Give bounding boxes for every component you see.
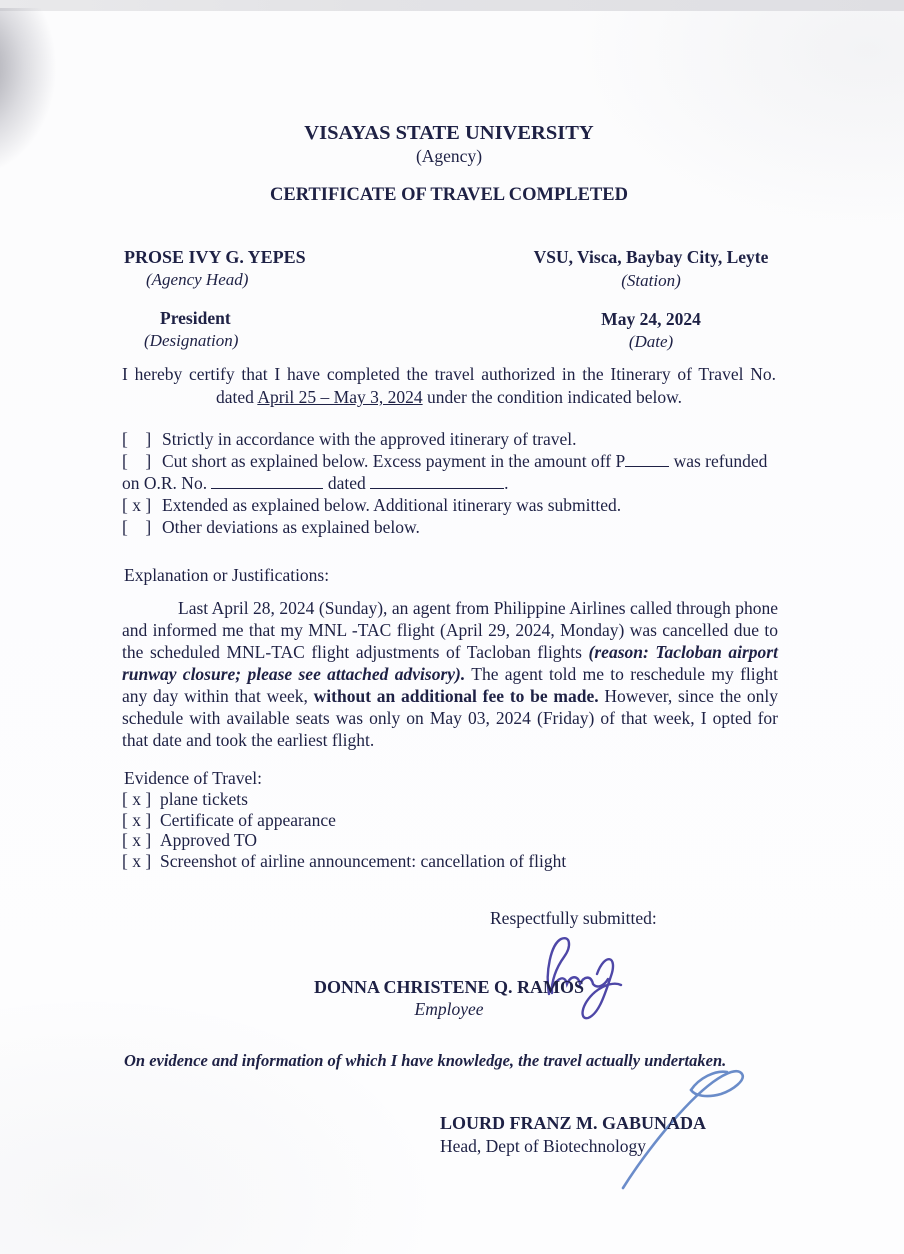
evidence-certificate-label: Certificate of appearance	[160, 809, 336, 830]
explanation-reason-bold-italic: (reason: Tacloban airport runway closure; please see attached advisory).	[122, 642, 778, 684]
university-label: (Agency)	[415, 146, 483, 166]
amount-blank-field	[625, 451, 669, 467]
certification-line2-suffix: under the condition indicated below.	[422, 387, 682, 407]
head-name: LOURD FRANZ M. GABUNADA	[440, 1113, 706, 1133]
conditions-list	[122, 428, 782, 538]
evidence-approved-to-label: Approved TO	[160, 830, 258, 850]
evidence-certificate-checkbox: [ x ]	[122, 809, 152, 830]
condition-strictly-row	[122, 428, 782, 450]
condition-cutshort-text-a: Cut short as explained below. Excess payment in the amount off P	[162, 451, 626, 471]
evidence-item-plane-tickets	[122, 789, 778, 810]
scan-edge-strip	[0, 0, 904, 11]
certification-line2-prefix: dated	[216, 387, 258, 407]
evidence-screenshot-label: Screenshot of airline announcement: cancellation of flight	[160, 850, 567, 871]
evidence-plane-tickets-checkbox: [ x ]	[122, 789, 152, 809]
explanation-run5: However, since the only schedule with available seats was only on May 03, 2024 (Friday) of that week, I opted for that date and took the earliest flight.	[122, 686, 778, 750]
document-title: CERTIFICATE OF TRAVEL COMPLETED	[270, 185, 628, 205]
explanation-heading: Explanation or Justifications:	[124, 565, 330, 585]
evidence-heading: Evidence of Travel:	[124, 768, 263, 788]
designation-label: (Designation)	[144, 331, 239, 350]
evidence-item-certificate	[122, 810, 778, 831]
agency-head-label: (Agency Head)	[146, 270, 249, 289]
condition-strictly-text: Strictly in accordance with the approved itinerary of travel.	[162, 429, 577, 449]
certification-line2	[122, 386, 776, 408]
condition-cutshort-row	[122, 450, 782, 472]
or-number-blank-field	[211, 473, 323, 489]
condition-strictly-checkbox: [ ]	[122, 429, 152, 449]
head-title: Head, Dept of Biotechnology	[440, 1136, 647, 1156]
condition-extended-row	[122, 494, 782, 516]
or-period: .	[504, 473, 509, 493]
evidence-plane-tickets-label: plane tickets	[160, 789, 248, 809]
condition-other-checkbox: [ ]	[122, 517, 152, 537]
date-label: (Date)	[628, 332, 674, 351]
condition-cutshort-continuation	[122, 472, 782, 494]
employee-title: Employee	[414, 999, 484, 1019]
condition-other-text: Other deviations as explained below.	[162, 517, 420, 537]
condition-cutshort-checkbox: [ ]	[122, 451, 152, 471]
agency-head-name: PROSE IVY G. YEPES	[124, 247, 306, 267]
designation-value: President	[160, 308, 231, 328]
condition-extended-checkbox: [ x ]	[122, 495, 152, 515]
or-dated-label: dated	[323, 473, 371, 493]
or-date-blank-field	[370, 473, 504, 489]
condition-other-row	[122, 516, 782, 538]
respectfully-submitted-label: Respectfully submitted:	[490, 908, 657, 928]
certification-travel-dates: April 25 – May 3, 2024	[257, 387, 423, 407]
university-name: VISAYAS STATE UNIVERSITY	[304, 122, 594, 144]
or-number-label: on O.R. No.	[122, 473, 212, 493]
evidence-list	[122, 789, 778, 871]
attestation-statement: On evidence and information of which I have knowledge, the travel actually undertaken.	[124, 1051, 727, 1070]
evidence-approved-to-checkbox: [ x ]	[122, 830, 152, 850]
certification-line1: I hereby certify that I have completed the travel authorized in the Itinerary of Travel No.	[122, 364, 776, 384]
date-value: May 24, 2024	[601, 309, 701, 329]
explanation-paragraph	[122, 597, 778, 751]
explanation-run3: The agent told me to reschedule my flight any day within that week,	[122, 664, 778, 706]
evidence-item-approved-to	[122, 830, 778, 851]
station-label: (Station)	[621, 271, 681, 290]
evidence-screenshot-checkbox: [ x ]	[122, 850, 152, 871]
evidence-item-screenshot	[122, 851, 778, 872]
page-curl-shadow	[0, 8, 120, 208]
condition-extended-text: Extended as explained below. Additional itinerary was submitted.	[162, 495, 622, 515]
employee-name: DONNA CHRISTENE Q. RAMOS	[313, 977, 585, 997]
condition-cutshort-text	[162, 450, 782, 472]
explanation-run1: Last April 28, 2024 (Sunday), an agent from Philippine Airlines called through phone and informed me that my MNL -TAC flight (April 29, 2024, Monday) was cancelled due to the scheduled MNL-TAC flight adjustments of Tacloban flights	[122, 598, 778, 662]
station-value: VSU, Visca, Baybay City, Leyte	[533, 247, 769, 267]
explanation-no-fee-bold: without an additional fee to be made.	[313, 686, 599, 706]
condition-cutshort-text-b: was refunded	[669, 451, 768, 471]
